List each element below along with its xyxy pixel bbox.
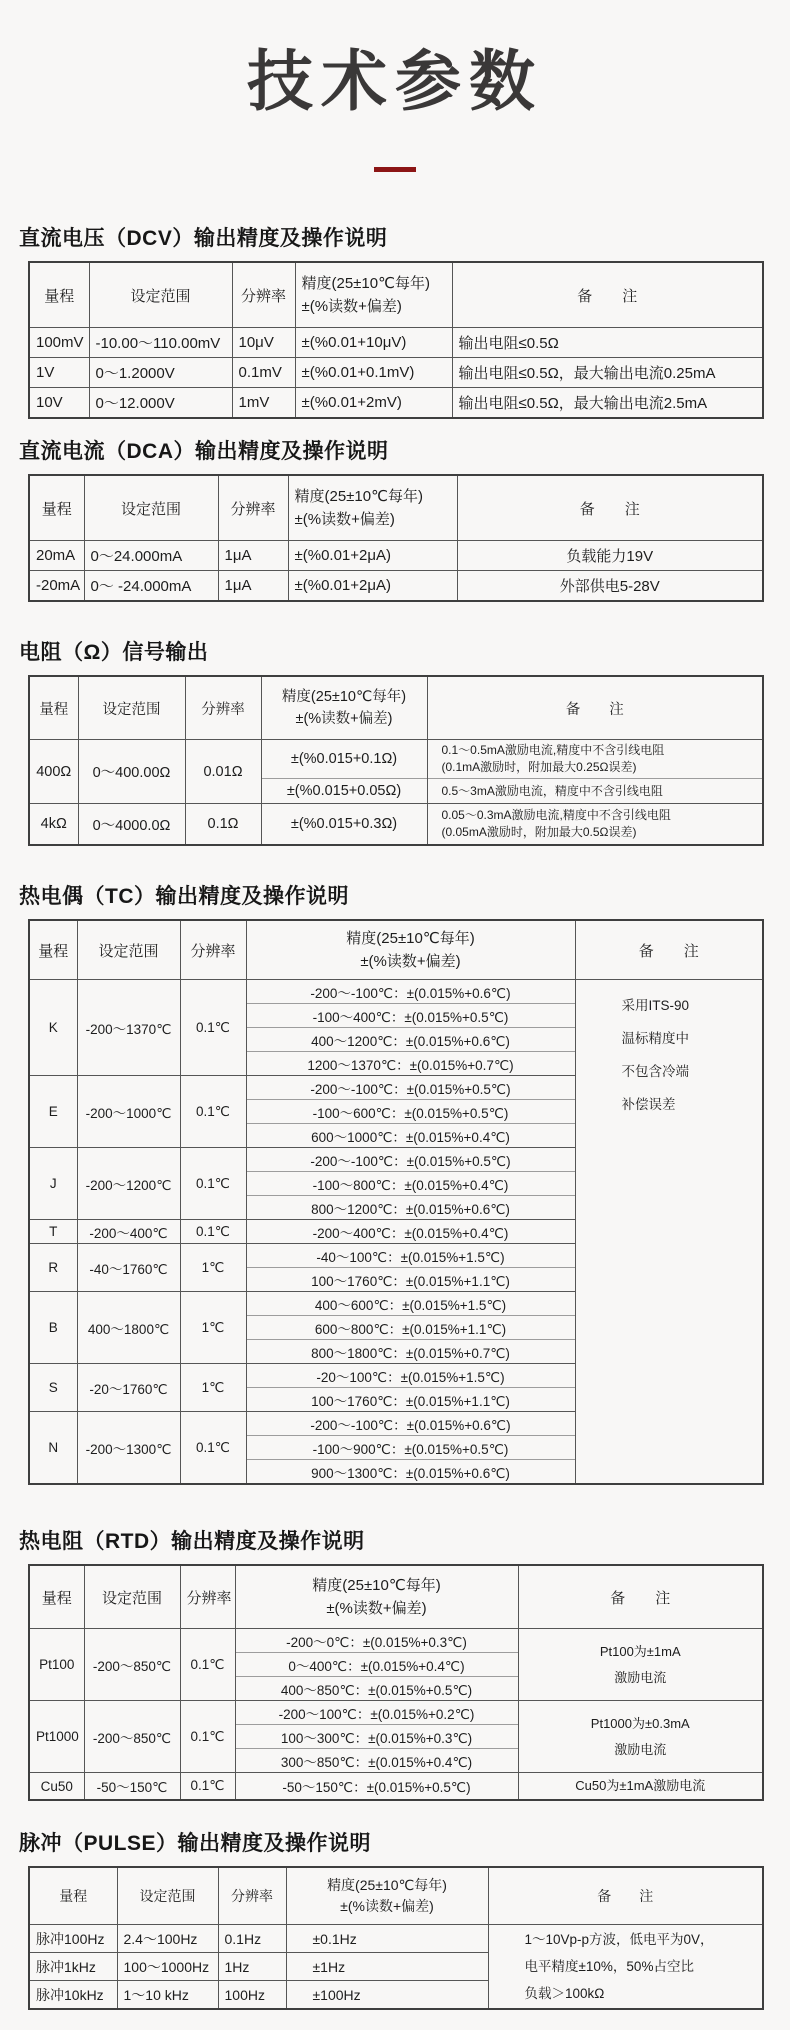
cell-resolution: 0.1Ω — [185, 804, 261, 846]
cell-accuracy: 0～400℃：±(0.015%+0.4℃) — [235, 1653, 518, 1677]
table-row — [29, 740, 763, 779]
cell-accuracy: ±(%0.01+2mV) — [295, 388, 452, 419]
cell-range: 脉冲100Hz — [29, 1925, 117, 1953]
cell-range: 100mV — [29, 328, 89, 358]
dca-col-setting: 设定范围 — [84, 475, 218, 541]
cell-remark: 采用ITS-90 温标精度中 不包含冷端 补偿误差 — [575, 980, 763, 1485]
cell-accuracy: 100～1760℃：±(0.015%+1.1℃) — [246, 1388, 575, 1412]
tc-col-accuracy: 精度(25±10℃每年) ±(%读数+偏差) — [246, 920, 575, 980]
res-col-range: 量程 — [29, 676, 78, 740]
cell-accuracy: 800～1800℃：±(0.015%+0.7℃) — [246, 1340, 575, 1364]
cell-accuracy: ±(%0.015+0.05Ω) — [261, 779, 427, 804]
section-rtd-title: 热电阻（RTD）输出精度及操作说明 — [19, 1530, 365, 1554]
res-col-remark: 备 注 — [427, 676, 763, 740]
cell-accuracy: ±(%0.015+0.1Ω) — [261, 740, 427, 779]
pulse-col-setting: 设定范围 — [117, 1867, 218, 1925]
cell-resolution: 0.1℃ — [180, 1773, 235, 1801]
cell-setting: 0～4000.0Ω — [78, 804, 185, 846]
cell-type: E — [29, 1076, 77, 1148]
cell-accuracy: 1200～1370℃：±(0.015%+0.7℃) — [246, 1052, 575, 1076]
red-divider — [374, 167, 416, 172]
cell-resolution: 0.1℃ — [180, 980, 246, 1076]
cell-accuracy: -100～800℃：±(0.015%+0.4℃) — [246, 1172, 575, 1196]
cell-setting: -200～400℃ — [77, 1220, 180, 1244]
table-row — [29, 804, 763, 846]
dcv-col-resolution: 分辨率 — [232, 262, 295, 328]
cell-accuracy: -20～100℃：±(0.015%+1.5℃) — [246, 1364, 575, 1388]
tc-col-range: 量程 — [29, 920, 77, 980]
cell-accuracy: -200～-100℃：±(0.015%+0.5℃) — [246, 1148, 575, 1172]
cell-setting: 100～1000Hz — [117, 1953, 218, 1981]
cell-accuracy: -200～-100℃：±(0.015%+0.5℃) — [246, 1076, 575, 1100]
cell-accuracy: ±(%0.01+0.1mV) — [295, 358, 452, 388]
dcv-table — [28, 261, 764, 419]
rtd-col-setting: 设定范围 — [84, 1565, 180, 1629]
cell-accuracy: 400～850℃：±(0.015%+0.5℃) — [235, 1677, 518, 1701]
section-tc-title: 热电偶（TC）输出精度及操作说明 — [19, 885, 349, 909]
dca-col-range: 量程 — [29, 475, 84, 541]
cell-resolution: 0.1℃ — [180, 1148, 246, 1220]
cell-type: S — [29, 1364, 77, 1412]
cell-resolution: 1Hz — [218, 1953, 286, 1981]
cell-accuracy: 400～600℃：±(0.015%+1.5℃) — [246, 1292, 575, 1316]
cell-accuracy: ±(%0.01+2μA) — [288, 571, 457, 602]
cell-range: Cu50 — [29, 1773, 84, 1801]
cell-accuracy: -200～100℃：±(0.015%+0.2℃) — [235, 1701, 518, 1725]
rtd-table — [28, 1564, 764, 1801]
cell-setting: 2.4～100Hz — [117, 1925, 218, 1953]
pulse-table — [28, 1866, 764, 2010]
cell-accuracy: ±(%0.015+0.3Ω) — [261, 804, 427, 846]
cell-remark: 输出电阻≤0.5Ω，最大输出电流0.25mA — [452, 358, 763, 388]
cell-remark: 0.05～0.3mA激励电流,精度中不含引线电阻 (0.05mA激励时，附加最大0.5Ω误差) — [427, 804, 763, 846]
cell-accuracy: 100～300℃：±(0.015%+0.3℃) — [235, 1725, 518, 1749]
cell-resolution: 1℃ — [180, 1244, 246, 1292]
page-title: 技术参数 — [247, 44, 543, 118]
cell-setting: 400～1800℃ — [77, 1292, 180, 1364]
section-rtd — [0, 1525, 790, 1801]
cell-setting: -200～850℃ — [84, 1629, 180, 1701]
res-col-resolution: 分辨率 — [185, 676, 261, 740]
section-resistance — [0, 636, 790, 846]
dca-col-accuracy: 精度(25±10℃每年) ±(%读数+偏差) — [288, 475, 457, 541]
cell-setting: -40～1760℃ — [77, 1244, 180, 1292]
cell-type: B — [29, 1292, 77, 1364]
section-dcv-title: 直流电压（DCV）输出精度及操作说明 — [19, 227, 388, 251]
tc-table — [28, 919, 764, 1485]
res-col-accuracy: 精度(25±10℃每年) ±(%读数+偏差) — [261, 676, 427, 740]
cell-accuracy: 800～1200℃：±(0.015%+0.6℃) — [246, 1196, 575, 1220]
cell-accuracy: -40～100℃：±(0.015%+1.5℃) — [246, 1244, 575, 1268]
cell-accuracy: -50～150℃：±(0.015%+0.5℃) — [235, 1773, 518, 1801]
cell-resolution: 0.1℃ — [180, 1412, 246, 1485]
cell-accuracy: ±(%0.01+2μA) — [288, 541, 457, 571]
cell-remark: 负载能力19V — [457, 541, 763, 571]
rtd-col-resolution: 分辨率 — [180, 1565, 235, 1629]
dca-table — [28, 474, 764, 602]
cell-accuracy: ±(%0.01+10μV) — [295, 328, 452, 358]
dca-col-resolution: 分辨率 — [218, 475, 288, 541]
table-row — [29, 541, 763, 571]
cell-resolution: 100Hz — [218, 1981, 286, 2010]
table-row — [29, 980, 763, 1004]
cell-setting: -200～1370℃ — [77, 980, 180, 1076]
cell-setting: 0～ -24.000mA — [84, 571, 218, 602]
cell-accuracy: -200～-100℃：±(0.015%+0.6℃) — [246, 980, 575, 1004]
cell-remark: 输出电阻≤0.5Ω — [452, 328, 763, 358]
cell-remark: 输出电阻≤0.5Ω，最大输出电流2.5mA — [452, 388, 763, 419]
cell-setting: 0～400.00Ω — [78, 740, 185, 804]
cell-type: T — [29, 1220, 77, 1244]
cell-accuracy: 600～800℃：±(0.015%+1.1℃) — [246, 1316, 575, 1340]
dcv-col-accuracy: 精度(25±10℃每年) ±(%读数+偏差) — [295, 262, 452, 328]
cell-remark: 0.1～0.5mA激励电流,精度中不含引线电阻 (0.1mA激励时，附加最大0.25Ω误差) — [427, 740, 763, 779]
rtd-col-range: 量程 — [29, 1565, 84, 1629]
cell-setting: -20～1760℃ — [77, 1364, 180, 1412]
cell-type: K — [29, 980, 77, 1076]
section-dcv — [0, 222, 790, 419]
cell-accuracy: 900～1300℃：±(0.015%+0.6℃) — [246, 1460, 575, 1485]
cell-setting: 0～1.2000V — [89, 358, 232, 388]
cell-accuracy: -100～400℃：±(0.015%+0.5℃) — [246, 1004, 575, 1028]
cell-accuracy: 400～1200℃：±(0.015%+0.6℃) — [246, 1028, 575, 1052]
cell-accuracy: -100～600℃：±(0.015%+0.5℃) — [246, 1100, 575, 1124]
cell-remark: 0.5～3mA激励电流，精度中不含引线电阻 — [427, 779, 763, 804]
cell-resolution: 0.01Ω — [185, 740, 261, 804]
cell-resolution: 0.1℃ — [180, 1629, 235, 1701]
cell-remark: Cu50为±1mA激励电流 — [518, 1773, 763, 1801]
section-pulse-title: 脉冲（PULSE）输出精度及操作说明 — [19, 1832, 372, 1856]
table-row — [29, 1773, 763, 1801]
dcv-col-remark: 备 注 — [452, 262, 763, 328]
tc-col-setting: 设定范围 — [77, 920, 180, 980]
cell-setting: -10.00～110.00mV — [89, 328, 232, 358]
cell-remark: 1～10Vp-p方波，低电平为0V， 电平精度±10%，50%占空比 负载＞100kΩ — [488, 1925, 763, 2010]
cell-setting: -50～150℃ — [84, 1773, 180, 1801]
cell-resolution: 0.1mV — [232, 358, 295, 388]
cell-resolution: 1μA — [218, 571, 288, 602]
dcv-col-setting: 设定范围 — [89, 262, 232, 328]
cell-resolution: 1mV — [232, 388, 295, 419]
cell-type: N — [29, 1412, 77, 1485]
resistance-table — [28, 675, 764, 846]
pulse-col-accuracy: 精度(25±10℃每年) ±(%读数+偏差) — [286, 1867, 488, 1925]
cell-accuracy: 100～1760℃：±(0.015%+1.1℃) — [246, 1268, 575, 1292]
cell-resolution: 1℃ — [180, 1292, 246, 1364]
table-row — [29, 571, 763, 602]
cell-setting: 1～10 kHz — [117, 1981, 218, 2010]
tc-col-resolution: 分辨率 — [180, 920, 246, 980]
pulse-col-resolution: 分辨率 — [218, 1867, 286, 1925]
table-row — [29, 328, 763, 358]
cell-setting: -200～1300℃ — [77, 1412, 180, 1485]
cell-remark: 外部供电5-28V — [457, 571, 763, 602]
cell-accuracy: ±1Hz — [286, 1953, 488, 1981]
cell-type: R — [29, 1244, 77, 1292]
cell-resolution: 1μA — [218, 541, 288, 571]
cell-range: 10V — [29, 388, 89, 419]
cell-range: 脉冲10kHz — [29, 1981, 117, 2010]
section-pulse — [0, 1827, 790, 2010]
section-resistance-title: 电阻（Ω）信号输出 — [19, 641, 209, 665]
cell-range: 脉冲1kHz — [29, 1953, 117, 1981]
cell-accuracy: -200～400℃：±(0.015%+0.4℃) — [246, 1220, 575, 1244]
cell-resolution: 10μV — [232, 328, 295, 358]
cell-resolution: 1℃ — [180, 1364, 246, 1412]
cell-accuracy: 600～1000℃：±(0.015%+0.4℃) — [246, 1124, 575, 1148]
cell-resolution: 0.1Hz — [218, 1925, 286, 1953]
res-col-setting: 设定范围 — [78, 676, 185, 740]
cell-remark: Pt1000为±0.3mA 激励电流 — [518, 1701, 763, 1773]
cell-setting: -200～850℃ — [84, 1701, 180, 1773]
cell-range: 1V — [29, 358, 89, 388]
dcv-col-range: 量程 — [29, 262, 89, 328]
cell-setting: 0～12.000V — [89, 388, 232, 419]
table-row — [29, 1925, 763, 1953]
table-row — [29, 1701, 763, 1725]
table-row — [29, 358, 763, 388]
section-dca — [0, 435, 790, 602]
cell-accuracy: -200～-100℃：±(0.015%+0.6℃) — [246, 1412, 575, 1436]
cell-resolution: 0.1℃ — [180, 1701, 235, 1773]
section-dca-title: 直流电流（DCA）输出精度及操作说明 — [19, 440, 389, 464]
cell-setting: 0～24.000mA — [84, 541, 218, 571]
cell-range: 20mA — [29, 541, 84, 571]
cell-accuracy: ±0.1Hz — [286, 1925, 488, 1953]
cell-accuracy: ±100Hz — [286, 1981, 488, 2010]
pulse-col-range: 量程 — [29, 1867, 117, 1925]
tc-col-remark: 备 注 — [575, 920, 763, 980]
cell-resolution: 0.1℃ — [180, 1220, 246, 1244]
rtd-col-accuracy: 精度(25±10℃每年) ±(%读数+偏差) — [235, 1565, 518, 1629]
cell-resolution: 0.1℃ — [180, 1076, 246, 1148]
pulse-col-remark: 备 注 — [488, 1867, 763, 1925]
cell-setting: -200～1200℃ — [77, 1148, 180, 1220]
cell-accuracy: -200～0℃：±(0.015%+0.3℃) — [235, 1629, 518, 1653]
cell-type: J — [29, 1148, 77, 1220]
cell-remark: Pt100为±1mA 激励电流 — [518, 1629, 763, 1701]
cell-range: Pt1000 — [29, 1701, 84, 1773]
cell-setting: -200～1000℃ — [77, 1076, 180, 1148]
cell-range: 400Ω — [29, 740, 78, 804]
table-row — [29, 1629, 763, 1653]
cell-accuracy: -100～900℃：±(0.015%+0.5℃) — [246, 1436, 575, 1460]
cell-accuracy: 300～850℃：±(0.015%+0.4℃) — [235, 1749, 518, 1773]
dca-col-remark: 备 注 — [457, 475, 763, 541]
cell-range: 4kΩ — [29, 804, 78, 846]
cell-range: Pt100 — [29, 1629, 84, 1701]
table-row — [29, 388, 763, 419]
section-tc — [0, 880, 790, 1485]
rtd-col-remark: 备 注 — [518, 1565, 763, 1629]
cell-range: -20mA — [29, 571, 84, 602]
